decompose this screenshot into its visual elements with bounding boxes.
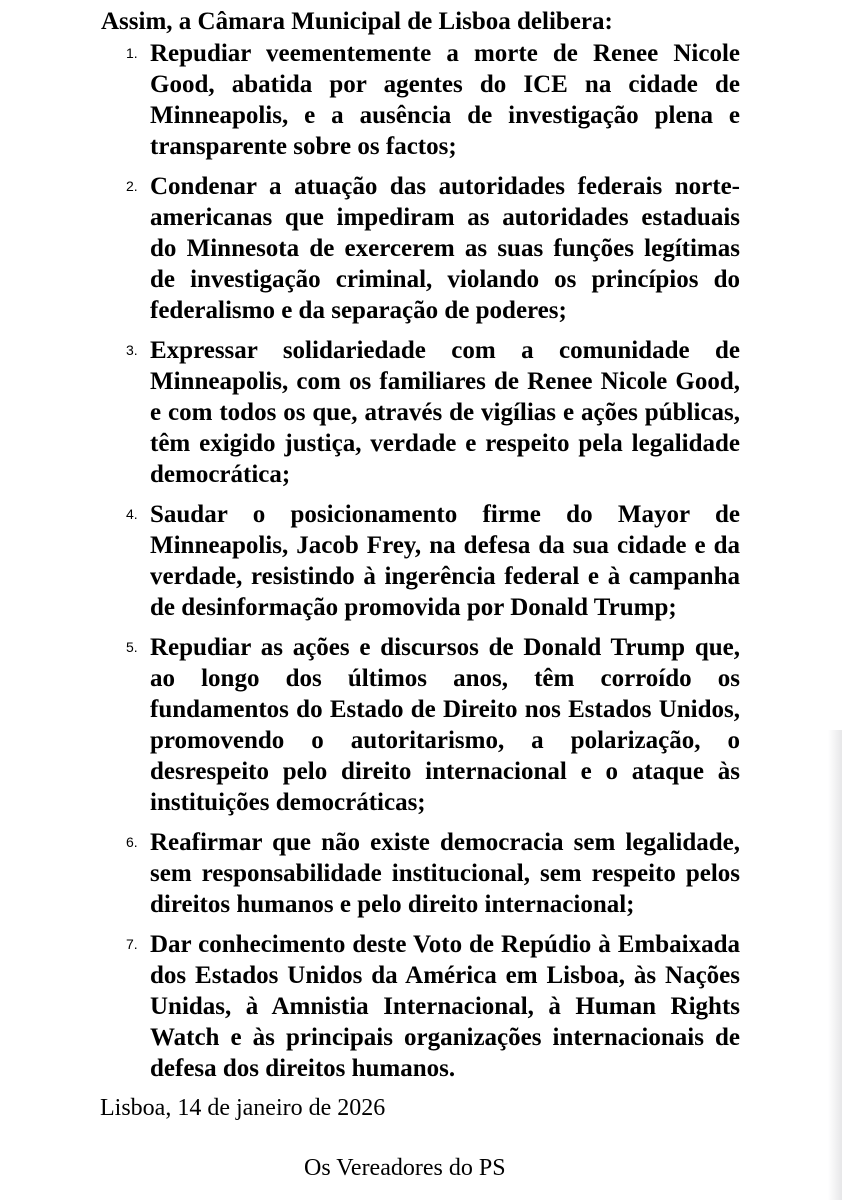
item-text: Condenar a atuação das autoridades federais norte-americanas que impediram as autoridades estaduais do Minnesota de exercerem as suas funções legítimas de investigação criminal, violando os princípios do federalismo e da separação de poderes; [150,173,740,324]
item-text: Repudiar veementemente a morte de Renee Nicole Good, abatida por agentes do ICE na cidade de Minneapolis, e a ausência de investigação plena e transparente sobre os factos; [150,40,740,160]
list-item [0,827,842,920]
list-item [0,929,842,1084]
list-item [0,632,842,818]
item-number: 1. [126,45,138,61]
item-number: 5. [126,639,138,655]
deliberation-list [0,38,842,1093]
item-number: 6. [126,834,138,850]
list-item [0,171,842,326]
item-text: Saudar o posicionamento firme do Mayor de Minneapolis, Jacob Frey, na defesa da sua cidade e da verdade, resistindo à ingerência federal e à campanha de desinformação promovida por Donald Trump; [150,501,740,621]
item-text: Expressar solidariedade com a comunidade de Minneapolis, com os familiares de Renee Nicole Good, e com todos os que, através de vigílias e ações públicas, têm exigido justiça, verdade e respeito pela legalidade democrática; [150,337,740,488]
item-number: 4. [126,506,138,522]
signature-line: Os Vereadores do PS [304,1155,506,1181]
item-number: 2. [126,178,138,194]
item-number: 7. [126,936,138,952]
item-number: 3. [126,342,138,358]
item-text: Reafirmar que não existe democracia sem legalidade, sem responsabilidade institucional, sem respeito pelos direitos humanos e pelo direito internacional; [150,829,740,918]
list-item [0,499,842,623]
deliberation-intro: Assim, a Câmara Municipal de Lisboa delibera: [101,8,613,35]
item-text: Dar conhecimento deste Voto de Repúdio à Embaixada dos Estados Unidos da América em Lisboa, às Nações Unidas, à Amnistia Internacional, à Human Rights Watch e às principais organizações internacionais de defesa dos direitos humanos. [150,931,740,1082]
list-item [0,335,842,490]
item-text: Repudiar as ações e discursos de Donald Trump que, ao longo dos últimos anos, têm corroído os fundamentos do Estado de Direito nos Estados Unidos, promovendo o autoritarismo, a polarização, o desrespeito pelo direito internacional e o ataque às instituições democráticas; [150,634,740,816]
place-and-date: Lisboa, 14 de janeiro de 2026 [100,1095,386,1121]
list-item [0,38,842,162]
